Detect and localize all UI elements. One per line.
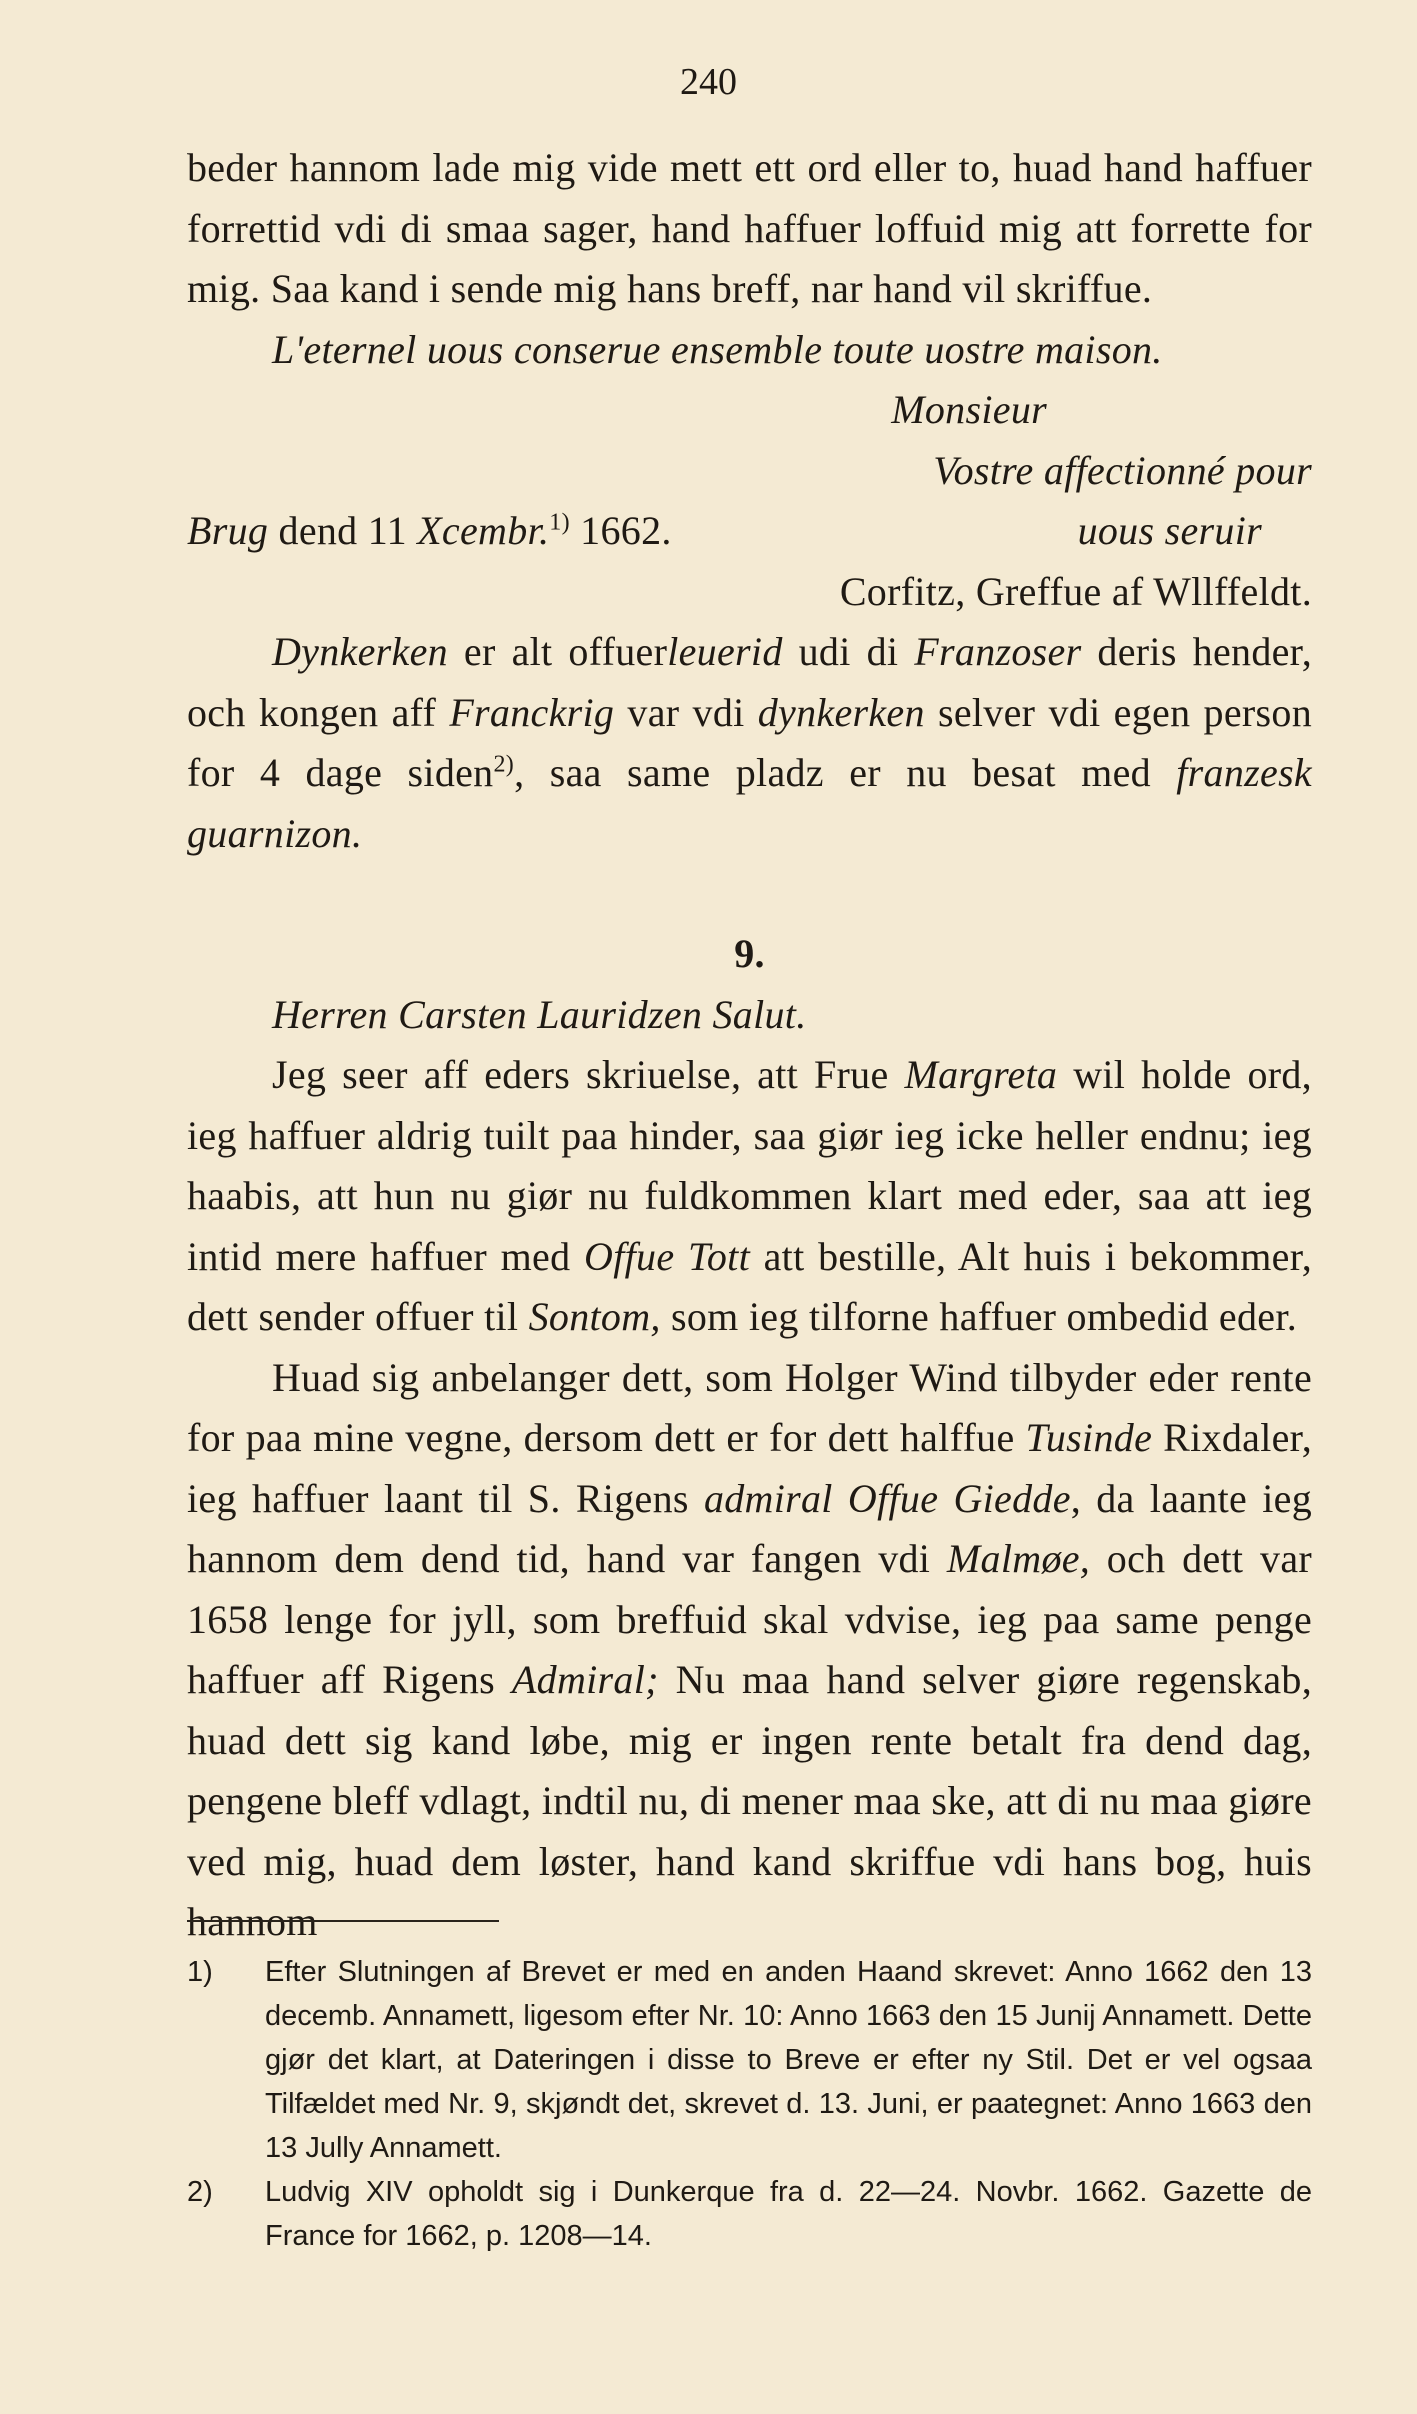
footnote-1 (187, 1950, 1312, 2170)
footnote-2-mark: 2) (187, 2176, 213, 2208)
signature: Corfitz, Greffue af Wllffeldt. (839, 568, 1312, 614)
letter-number: 9. (734, 931, 765, 976)
footnote-1-mark: 1) (187, 1956, 213, 1988)
paragraph-3: Jeg seer aff eders skriuelse, att Frue Margreta wil holde ord, ieg haffuer aldrig tuilt paa hinder, saa giør ieg icke heller endnu; ieg haabis, att hun nu giør nu fuldkommen klart med eder, saa att ieg intid mere haffuer med Offue Tott att bestille, Alt huis i bekommer, dett sender offuer til Sontom, som ieg tilforne haffuer ombedid eder. (187, 1052, 1313, 1339)
footnote-ref-1[interactable]: 1) (549, 509, 570, 536)
closing-seruir: uous seruir (1077, 508, 1262, 553)
closing-vostre: Vostre affectionné pour (933, 447, 1312, 493)
footnote-2 (187, 2170, 1312, 2258)
footnote-1-text: Efter Slutningen af Brevet er med en anden Haand skrevet: Anno 1662 den 13 decemb. Annamett, ligesom efter Nr. 10: Anno 1663 den 15 Junij Annamett. Dette gjør det klart, at Dateringen i disse to Breve er efter ny Stil. Det er vel ogsaa Tilfældet med Nr. 9, skjøndt det, skrevet d. 13. Juni, er paategnet: Anno 1663 den 13 Jully Annamett. (265, 1956, 1312, 2164)
footnote-divider (187, 1920, 499, 1922)
page-number: 240 (680, 61, 737, 103)
main-text (187, 138, 1312, 1953)
footnote-ref-2[interactable]: 2) (493, 751, 515, 778)
closing-block (187, 501, 1312, 622)
place-date: Brug dend 11 Xcembr.$^{1)}$ 1662. (187, 508, 672, 553)
paragraph-1: beder hannom lade mig vide mett ett ord eller to, huad hand haffuer forrettid vdi di smaa sager, hand haffuer loffuid mig att forrette for mig. Saa kand i sende mig hans breff, nar hand vil skriffue. (187, 145, 1312, 311)
footnotes (187, 1950, 1312, 2258)
paragraph-4: Huad sig anbelanger dett, som Holger Wind tilbyder eder rente for paa mine vegne, dersom dett er for dett halffue Tusinde Rixdaler, ieg haffuer laant til S. Rigens admiral Offue Giedde, da laante ieg hannom dem dend tid, hand var fangen vdi Malmøe, och dett var 1658 lenge for jyll, som breffuid skal vdvise, ieg paa same penge haffuer aff Rigens Admiral; Nu maa hand selver giøre regenskab, huad dett sig kand løbe, mig er ingen rente betalt fra dend dag, pengene bleff vdlagt, indtil nu, di mener maa ske, att di nu maa giøre ved mig, huad dem løster, hand kand skriffue vdi hans bog, huis hannom (187, 1354, 1313, 1944)
letter-greeting: Herren Carsten Lauridzen Salut. (272, 991, 807, 1037)
closing-monsieur: Monsieur (891, 387, 1047, 432)
salutation: L'eternel uous conserue ensemble toute uostre maison. (272, 326, 1163, 372)
paragraph-2: Dynkerken er alt offuerleuerid udi di Franzoser deris hender, och kongen aff Franckrig var vdi dynkerken selver vdi egen person for 4 dage siden$^{2)}$, saa same pladz er nu besat med franzesk guarnizon. (187, 629, 1312, 856)
footnote-2-text: Ludvig XIV opholdt sig i Dunkerque fra d. 22—24. Novbr. 1662. Gazette de France for 1662, p. 1208—14. (265, 2176, 1312, 2252)
